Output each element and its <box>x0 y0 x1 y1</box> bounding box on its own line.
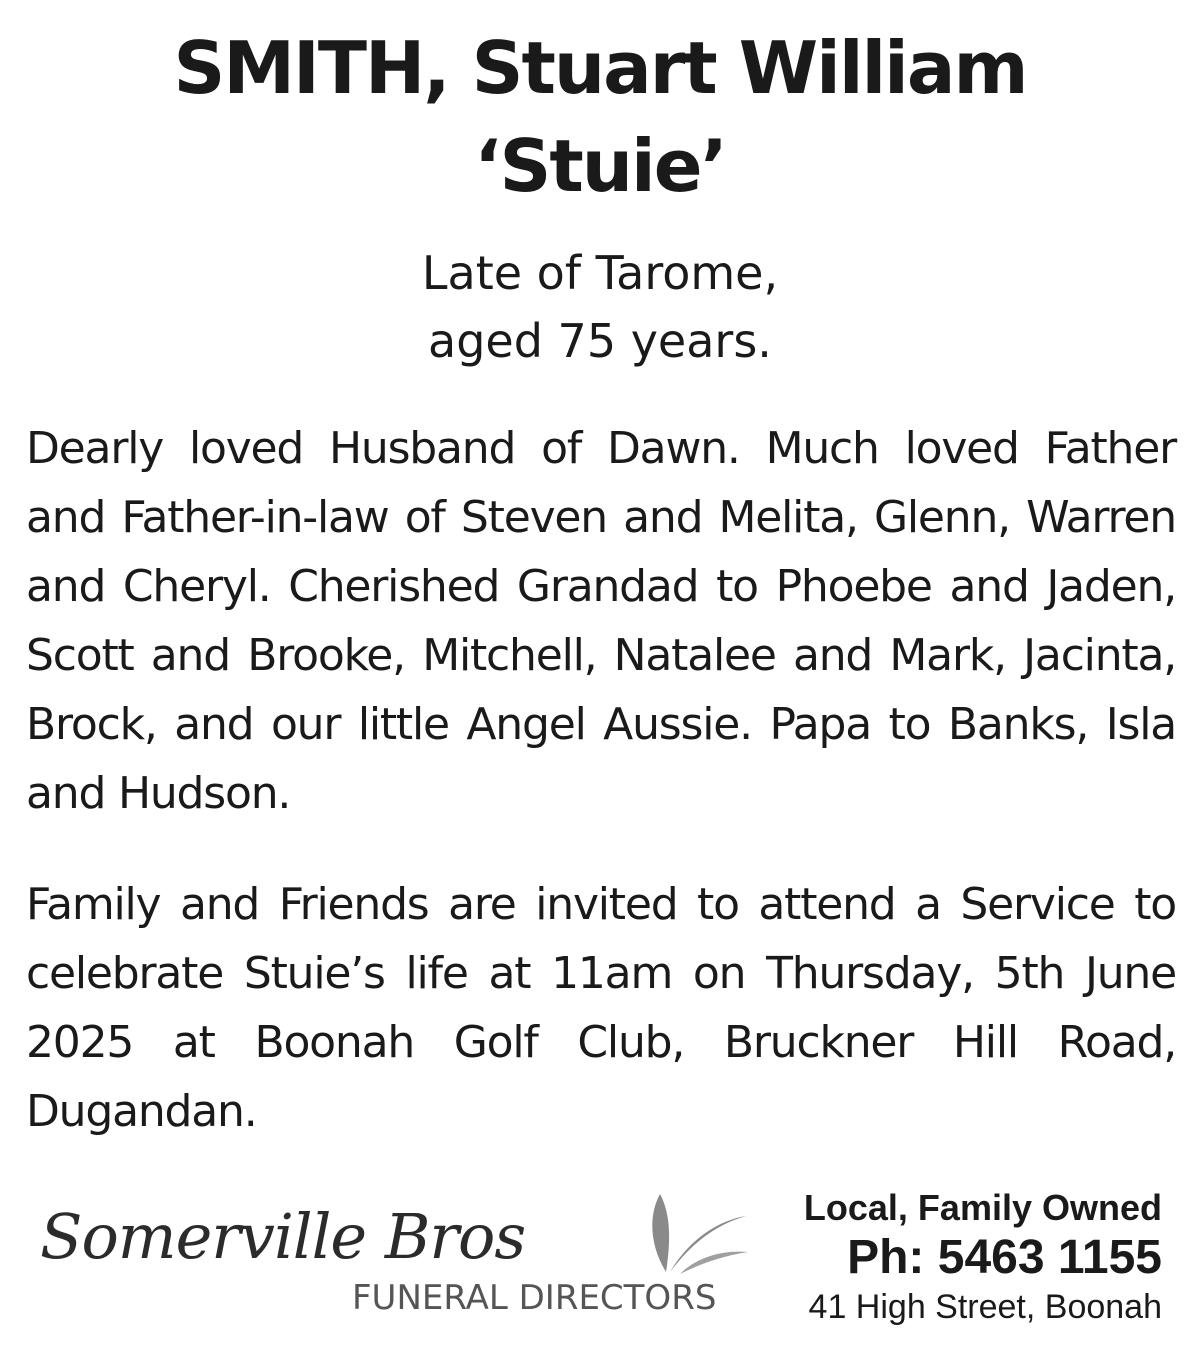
phone-number: Ph: 5463 1155 <box>847 1231 1162 1284</box>
tagline: Local, Family Owned <box>803 1187 1162 1228</box>
contact-block <box>742 1186 1162 1328</box>
deceased-name: SMITH, Stuart William <box>173 26 1027 110</box>
family-paragraph: Dearly loved Husband of Dawn. Much loved Father and Father-in-law of Steven and Melita, Glenn, Warren and Cheryl. Cherished Grandad to Phoebe and Jaden, Scott and Brooke, Mitchell, Natalee and Mark, Jacinta, Brock, and our little Angel Aussie. Papa to Banks, Isla and Hudson. <box>26 423 1176 819</box>
age-line: aged 75 years. <box>428 314 772 368</box>
deceased-nickname: ‘Stuie’ <box>474 124 726 208</box>
leaf-icon <box>640 1186 750 1286</box>
residence-line: Late of Tarome, <box>421 246 779 300</box>
logo-name: Somerville Bros <box>40 1200 526 1273</box>
logo-subtitle: FUNERAL DIRECTORS <box>352 1278 717 1318</box>
service-paragraph: Family and Friends are invited to attend a Service to celebrate Stuie’s life at 11am on Thursday, 5th June 2025 at Boonah Golf Club, Bruckner Hill Road, Dugandan. <box>26 879 1176 1137</box>
funeral-director-logo <box>30 1186 750 1326</box>
address: 41 High Street, Boonah <box>808 1288 1162 1326</box>
